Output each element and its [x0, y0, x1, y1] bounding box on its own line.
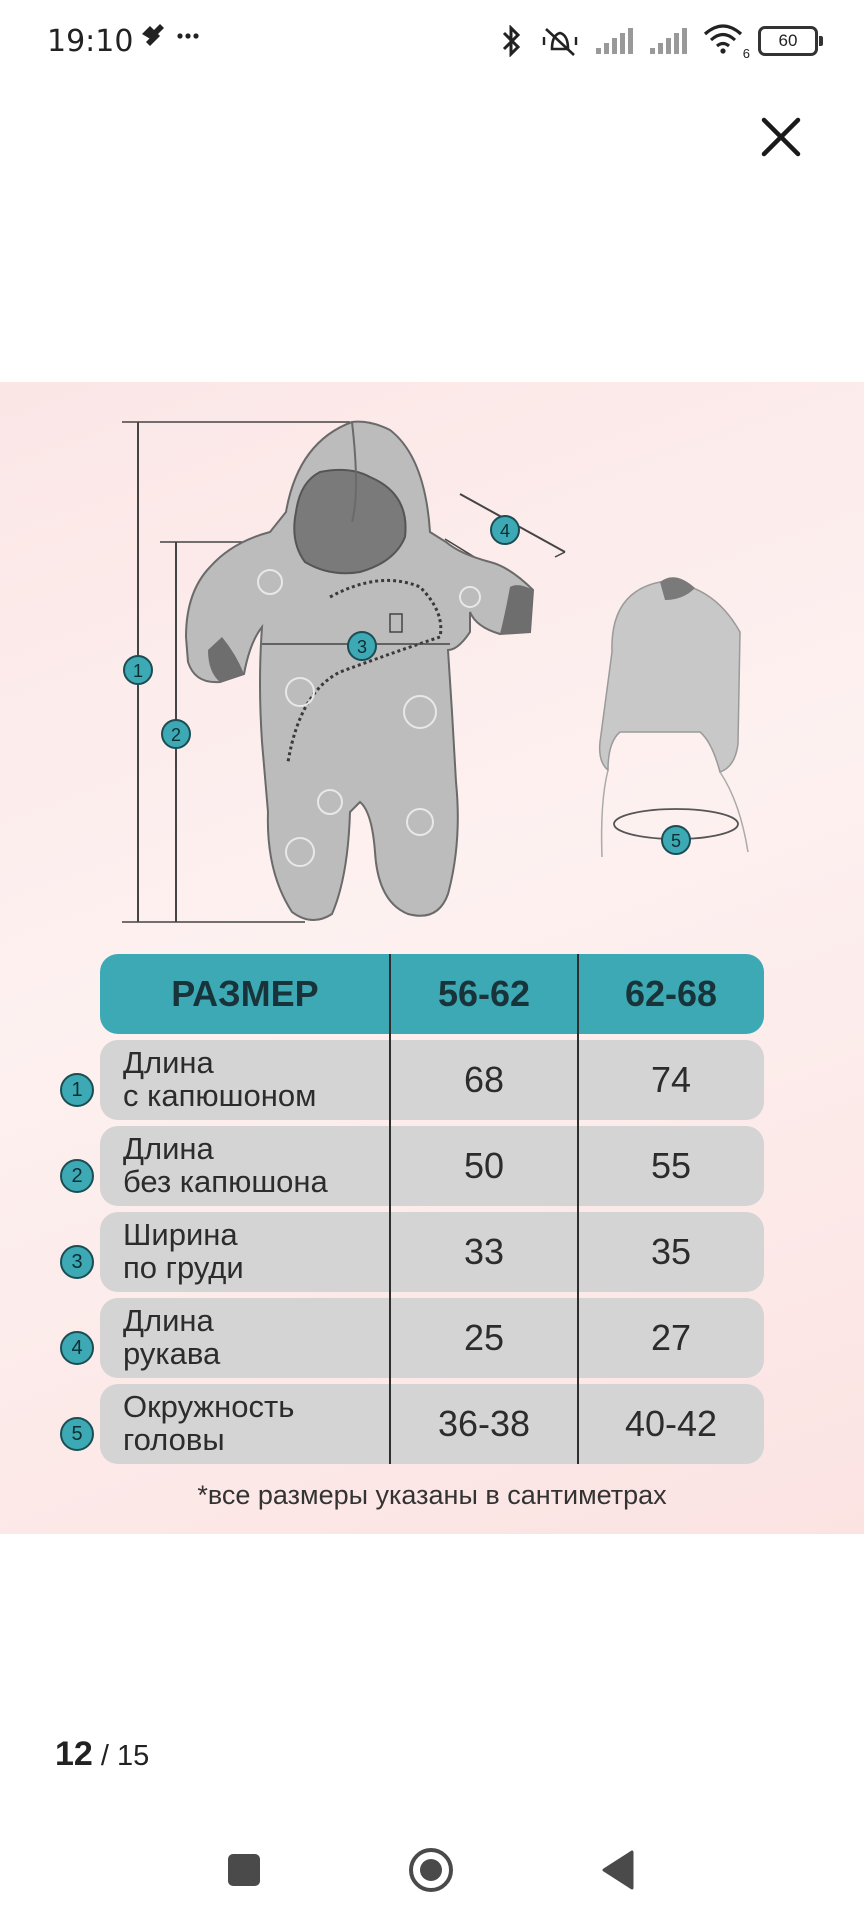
signal-icon — [594, 26, 634, 56]
table-row — [100, 1126, 764, 1206]
size-footnote: *все размеры указаны в сантиметрах — [197, 1480, 667, 1510]
row-label: Длина с капюшоном — [123, 1045, 317, 1113]
table-row — [100, 1384, 764, 1464]
size-table — [0, 382, 864, 1534]
row-label: Длина без капюшона — [123, 1131, 328, 1199]
row-value-2: 27 — [650, 1317, 692, 1358]
row-value-2: 55 — [650, 1145, 692, 1186]
row-label: Ширина по груди — [123, 1217, 244, 1285]
vibrate-icon — [540, 25, 580, 57]
table-row — [100, 1040, 764, 1120]
system-nav-bar — [0, 1830, 864, 1920]
row-label: Длина рукава — [123, 1303, 221, 1371]
row-number-5: 5 — [60, 1417, 94, 1451]
row-value-1: 50 — [463, 1145, 505, 1186]
battery-indicator: 60 — [758, 26, 818, 56]
page-counter — [55, 1735, 149, 1774]
column-divider — [577, 954, 579, 1464]
back-button[interactable] — [598, 1848, 638, 1897]
close-button[interactable] — [756, 112, 806, 162]
bluetooth-icon — [496, 25, 526, 57]
table-header — [100, 954, 764, 1034]
back-triangle-icon — [598, 1848, 638, 1892]
more-dots-icon — [177, 33, 198, 38]
recent-apps-button[interactable] — [224, 1850, 264, 1895]
svg-text:5: 5 — [670, 831, 682, 851]
svg-text:1: 1 — [132, 661, 144, 681]
close-icon — [756, 112, 806, 162]
row-number-2: 2 — [60, 1159, 94, 1193]
header-size-label: РАЗМЕР — [171, 973, 319, 1014]
status-right-icons — [496, 22, 818, 59]
row-value-1: 68 — [463, 1059, 505, 1100]
row-value-2: 74 — [650, 1059, 692, 1100]
page-separator: / — [92, 1740, 117, 1772]
row-number-3: 3 — [60, 1245, 94, 1279]
row-number-1: 1 — [60, 1073, 94, 1107]
row-value-1: 33 — [463, 1231, 505, 1272]
app-notification-icon — [142, 24, 164, 46]
header-size-1: 56-62 — [437, 973, 531, 1014]
row-value-2: 35 — [650, 1231, 692, 1272]
row-value-1: 25 — [463, 1317, 505, 1358]
status-left-icons — [140, 22, 200, 57]
circle-home-icon — [405, 1844, 457, 1896]
header-size-2: 62-68 — [624, 973, 718, 1014]
page-total: 15 — [117, 1740, 150, 1772]
svg-text:4: 4 — [499, 521, 511, 541]
product-image[interactable] — [0, 382, 864, 1534]
table-row — [100, 1212, 764, 1292]
wifi-icon — [702, 22, 744, 54]
square-icon — [224, 1850, 264, 1890]
row-value-1: 36-38 — [437, 1403, 531, 1444]
row-value-2: 40-42 — [624, 1403, 718, 1444]
status-bar — [0, 0, 864, 86]
table-row — [100, 1298, 764, 1378]
wifi-badge: 6 — [742, 46, 750, 61]
page-current: 12 — [55, 1735, 93, 1773]
status-time: 19:10 — [47, 24, 134, 59]
svg-text:3: 3 — [356, 637, 368, 657]
home-button[interactable] — [405, 1844, 457, 1901]
signal-icon — [648, 26, 688, 56]
wifi-indicator — [702, 22, 750, 61]
row-number-4: 4 — [60, 1331, 94, 1365]
column-divider — [389, 954, 391, 1464]
row-label: Окружность головы — [123, 1389, 295, 1457]
svg-text:2: 2 — [170, 725, 182, 745]
